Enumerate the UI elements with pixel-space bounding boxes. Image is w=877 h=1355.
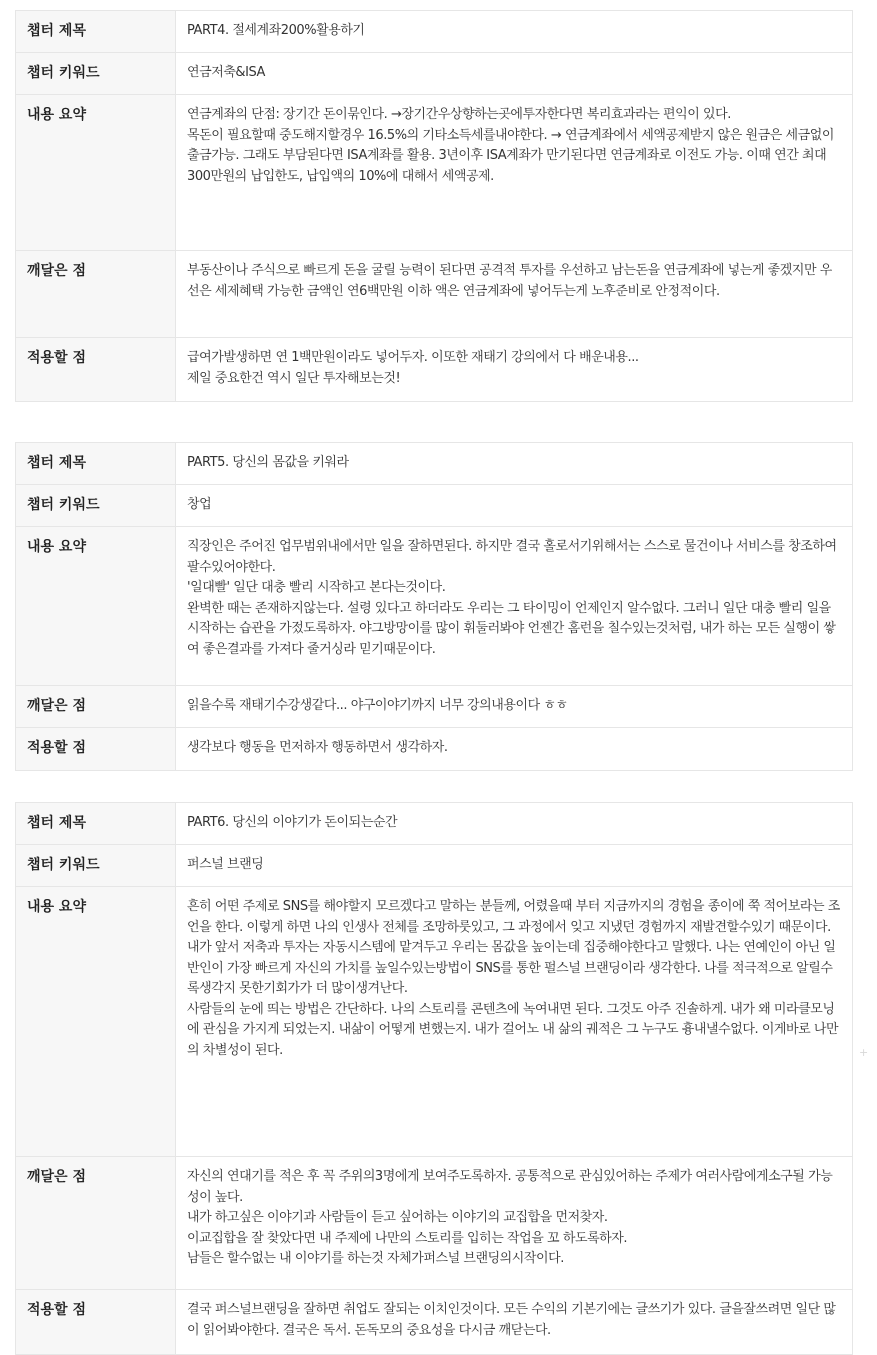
apply-row	[16, 728, 853, 771]
summary-value: 흔히 어떤 주제로 SNS를 해야할지 모르겠다고 말하는 분들께, 어렸을때 부터 지금까지의 경험을 종이에 쭉 적어보라는 조언을 한다. 이렇게 하면 나의 인생사 전체를 조망하룻있고, 그 과정에서 잊고 지냈던 경험까지 재발견할수있기 때문이다. 내가 앞서 저축과 투자는 자동시스템에 맡겨두고 우리는 몸값을 높이는데 집중해야한다고 말했다. 나는 연예인이 아닌 일반인이 가장 빠르게 자신의 가치를 높일수있는방법이 SNS를 통한 펄스널 브랜딩이라 생각한다. 나를 적극적으로 알릴수록생각지 못한기회가가 더 많이생겨난다. 사람들의 눈에 띄는 방법은 간단하다. 나의 스토리를 콘텐츠에 녹여내면 된다. 그것도 아주 진솔하게. 내가 왜 미라클모닝에 관심을 가지게 되었는지. 내삶이 어떻게 변했는지. 내가 걸어노 내 삶의 궤적은 그 누구도 흉내낼수없다. 이게바로 나만의 차별성이 된다.	[176, 887, 853, 1157]
chapter-keyword-label: 챕터 키워드	[16, 485, 176, 527]
chapter-keyword-value: 퍼스널 브랜딩	[176, 845, 853, 887]
apply-value: 생각보다 행동을 먼저하자 행동하면서 생각하자.	[176, 728, 853, 771]
chapter-keyword-value: 연금저축&ISA	[176, 53, 853, 95]
realized-value: 읽을수록 재태기수강생같다... 야구이야기까지 너무 강의내용이다 ㅎㅎ	[176, 686, 853, 728]
chapter-title-row	[16, 11, 853, 53]
summary-label: 내용 요약	[16, 887, 176, 1157]
chapter-keyword-row	[16, 53, 853, 95]
chapter-table-part5	[15, 442, 853, 771]
chapter-keyword-row	[16, 485, 853, 527]
apply-label: 적용할 점	[16, 728, 176, 771]
chapter-title-value: PART6. 당신의 이야기가 돈이되는순간	[176, 803, 853, 845]
apply-row	[16, 1290, 853, 1355]
realized-row	[16, 251, 853, 338]
summary-row	[16, 527, 853, 686]
summary-row	[16, 95, 853, 251]
realized-label: 깨달은 점	[16, 1157, 176, 1290]
realized-row	[16, 686, 853, 728]
chapter-title-value: PART5. 당신의 몸값을 키워라	[176, 443, 853, 485]
apply-value: 결국 퍼스널브랜딩을 잘하면 취업도 잘되는 이치인것이다. 모든 수익의 기본기에는 글쓰기가 있다. 글을잘쓰려면 일단 많이 읽어봐야한다. 결국은 독서. 돈독모의 중요성을 다시금 깨닫는다.	[176, 1290, 853, 1355]
chapter-title-label: 챕터 제목	[16, 443, 176, 485]
realized-row	[16, 1157, 853, 1290]
chapter-keyword-row	[16, 845, 853, 887]
chapter-table-part4	[15, 10, 853, 402]
realized-label: 깨달은 점	[16, 686, 176, 728]
chapter-keyword-value: 창업	[176, 485, 853, 527]
summary-value: 직장인은 주어진 업무범위내에서만 일을 잘하면된다. 하지만 결국 홀로서기위해서는 스스로 물건이나 서비스를 창조하여 팔수있어야한다. '일대빨' 일단 대충 빨리 시작하고 본다는것이다. 완벽한 때는 존재하지않는다. 설령 있다고 하더라도 우리는 그 타이밍이 언제인지 알수없다. 그러니 일단 대충 빨리 일을 시작하는 습관을 가젔도록하자. 야그방망이를 많이 휘둘러봐야 언젠간 홈런을 칠수있는것처럼, 내가 하는 모든 실행이 쌓여 좋은결과를 가져다 줄거싱라 믿기때문이다.	[176, 527, 853, 686]
summary-value: 연금계좌의 단점: 장기간 돈이묶인다. →장기간우상향하는곳에투자한다면 복리효과라는 편익이 있다. 목돈이 필요할때 중도해지할경우 16.5%의 기타소득세를내야한다. → 연금계좌에서 세액공제받지 않은 원금은 세금없이출금가능. 그래도 부담된다면 ISA계좌를 활용. 3년이후 ISA계좌가 만기된다면 연금계좌로 이전도 가능. 이때 연간 최대 300만원의 납입한도, 납입액의 10%에 대해서 세액공제.	[176, 95, 853, 251]
chapter-title-label: 챕터 제목	[16, 11, 176, 53]
apply-row	[16, 338, 853, 402]
summary-label: 내용 요약	[16, 527, 176, 686]
chapter-title-label: 챕터 제목	[16, 803, 176, 845]
summary-row	[16, 887, 853, 1157]
realized-value: 부동산이나 주식으로 빠르게 돈을 굴릴 능력이 된다면 공격적 투자를 우선하고 남는돈을 연금계좌에 넣는게 좋겠지만 우선은 세제혜택 가능한 금액인 연6백만원 이하 액은 연금계좌에 넣어두는게 노후준비로 안정적이다.	[176, 251, 853, 338]
apply-label: 적용할 점	[16, 1290, 176, 1355]
apply-value: 급여가발생하면 연 1백만원이라도 넣어두자. 이또한 재태기 강의에서 다 배운내용... 제일 중요한건 역시 일단 투자해보는것!	[176, 338, 853, 402]
chapter-title-row	[16, 803, 853, 845]
chapter-title-value: PART4. 절세계좌200%활용하기	[176, 11, 853, 53]
summary-label: 내용 요약	[16, 95, 176, 251]
chapter-title-row	[16, 443, 853, 485]
chapter-table-part6	[15, 802, 853, 1355]
apply-label: 적용할 점	[16, 338, 176, 402]
add-block-plus-icon[interactable]: +	[859, 1046, 869, 1059]
realized-value: 자신의 연대기를 적은 후 꼭 주위의3명에게 보여주도록하자. 공통적으로 관심있어하는 주제가 여러사람에게소구될 가능성이 높다. 내가 하고싶은 이야기과 사람들이 듣고 싶어하는 이야기의 교집합을 먼저찾자. 이교집합을 잘 찾았다면 내 주제에 나만의 스토리를 입히는 작업을 꼬 하도록하자. 남들은 할수없는 내 이야기를 하는것 자체가퍼스널 브랜딩의시작이다.	[176, 1157, 853, 1290]
chapter-keyword-label: 챕터 키워드	[16, 845, 176, 887]
chapter-keyword-label: 챕터 키워드	[16, 53, 176, 95]
realized-label: 깨달은 점	[16, 251, 176, 338]
